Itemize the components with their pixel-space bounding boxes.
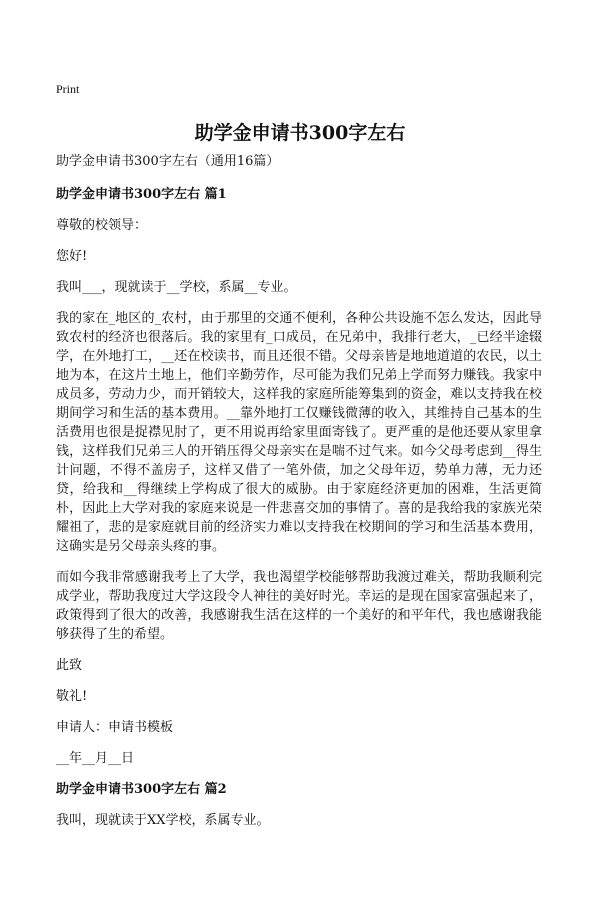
- applicant-line: 申请人：申请书模板: [56, 720, 174, 735]
- section-heading-2: 助学金申请书300字左右 篇2: [56, 782, 227, 797]
- body-paragraph-1: 我的家在_地区的_农村，由于那里的交通不便利，各种公共设施不怎么发达，因此导致农村的经济也很落后。我的家里有_口成员，在兄弟中，我排行老大，_已经半途辍学，在外地打工，__还在校读书，而且还很不错。父母亲皆是地地道道的农民，以土地为本，在这片土地上，他们辛勤劳作，尽可能为我们兄弟上学而努力赚钱。我家中成员多，劳动力少，而开销较大，这样我的家庭所能筹集到的资金，难以支持我在校期间学习和生活的基本费用。__靠外地打工仅赚钱微薄的收入，其维持自己基本的生活费用也很是捉襟见肘了，更不用说再给家里面寄钱了。更严重的是他还要从家里拿钱，这样我们兄弟三人的开销压得父母亲实在是喘不过气来。如今父母考虑到__得生计问题，不得不盖房子，这样又借了一笔外债，加之父母年迈，势单力薄，无力还贷，给我和__得继续上学构成了很大的威胁。由于家庭经济更加的困难，生活更简朴，因此上大学对我的家庭来说是一件悲喜交加的事情了。喜的是我给我的家族光荣耀祖了，悲的是家庭就目前的经济实力难以支持我在校期间的学习和生活基本费用，这确实是另父母亲头疼的事。: [56, 311, 542, 554]
- print-label: Print: [56, 82, 80, 96]
- closing-line-2: 敬礼!: [56, 689, 88, 704]
- salutation: 尊敬的校领导：: [56, 218, 148, 233]
- intro-line: 我叫___，现就读于__学校，系属__专业。: [56, 280, 297, 295]
- document-subtitle: 助学金申请书300字左右（通用16篇）: [56, 154, 280, 169]
- page-title: 助学金申请书300字左右: [194, 122, 406, 144]
- document-body: [56, 152, 542, 830]
- greeting: 您好!: [56, 249, 88, 264]
- body-paragraph-2: 而如今我非常感谢我考上了大学，我也渴望学校能够帮助我渡过难关，帮助我顺利完成学业，帮助我度过大学这段令人神往的美好时光。幸运的是现在国家富强起来了，政策得到了很大的改善，我感谢我生活在这样的一个美好的和平年代，我也感谢我能够获得了生的希望。: [56, 570, 542, 642]
- section-heading-1: 助学金申请书300字左右 篇1: [56, 187, 227, 202]
- date-line: __年__月__日: [56, 751, 135, 766]
- intro-line-2: 我叫，现就读于XX学校，系属专业。: [56, 813, 270, 828]
- closing-line-1: 此致: [56, 658, 83, 673]
